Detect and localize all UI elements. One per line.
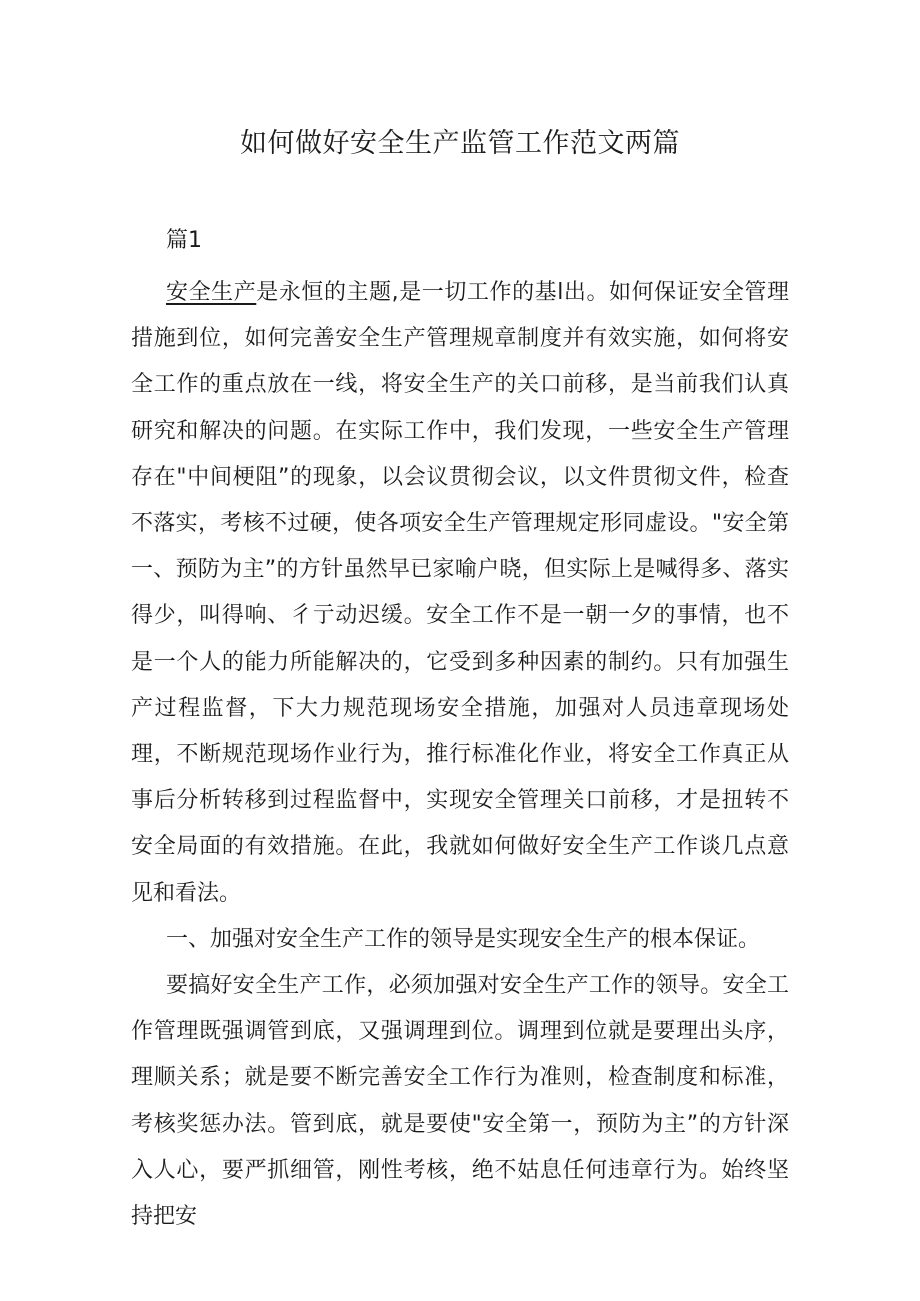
document-body <box>131 270 789 1240</box>
paragraph-3: 要搞好安全生产工作，必须加强对安全生产工作的领导。安全工作管理既强调管到底，又强调理到位。调理到位就是要理出头序，理顺关系；就是要不断完善安全工作行为准则，检查制度和标准，考核奖惩办法。管到底，就是要使"安全第一，预防为主”的方针深入人心，要严抓细管，刚性考核，绝不姑息任何违章行为。始终坚持把安 <box>131 973 789 1230</box>
section-label: 篇1 <box>166 228 202 253</box>
underlined-phrase: 安全生产 <box>166 280 257 305</box>
document-title: 如何做好安全生产监管工作范文两篇 <box>240 128 680 159</box>
paragraph-2-heading: 一、加强对安全生产工作的领导是实现安全生产的根本保证。 <box>166 926 761 952</box>
paragraph-1-text: 是永恒的主题,是一切工作的基l出。如何保证安全管理措施到位，如何完善安全生产管理规章制度并有效实施，如何将安全工作的重点放在一线，将安全生产的关口前移，是当前我们认真研究和解决的问题。在实际工作中，我们发现，一些安全生产管理存在"中间梗阻”的现象，以会议贯彻会议，以文件贯彻文件，检查不落实，考核不过硬，使各项安全生产管理规定形同虚设。"安全第一、预防为主”的方针虽然早已家喻户晓，但实际上是喊得多、落实得少，叫得响、彳亍动迟缓。安全工作不是一朝一夕的事情，也不是一个人的能力所能解决的，它受到多种因素的制约。只有加强生产过程监督，下大力规范现场安全措施，加强对人员违章现场处理，不断规范现场作业行为，推行标准化作业，将安全工作真正从事后分析转移到过程监督中，实现安全管理关口前移，才是扭转不安全局面的有效措施。在此，我就如何做好安全生产工作谈几点意见和看法。 <box>131 280 789 906</box>
paragraph-1 <box>131 270 789 917</box>
